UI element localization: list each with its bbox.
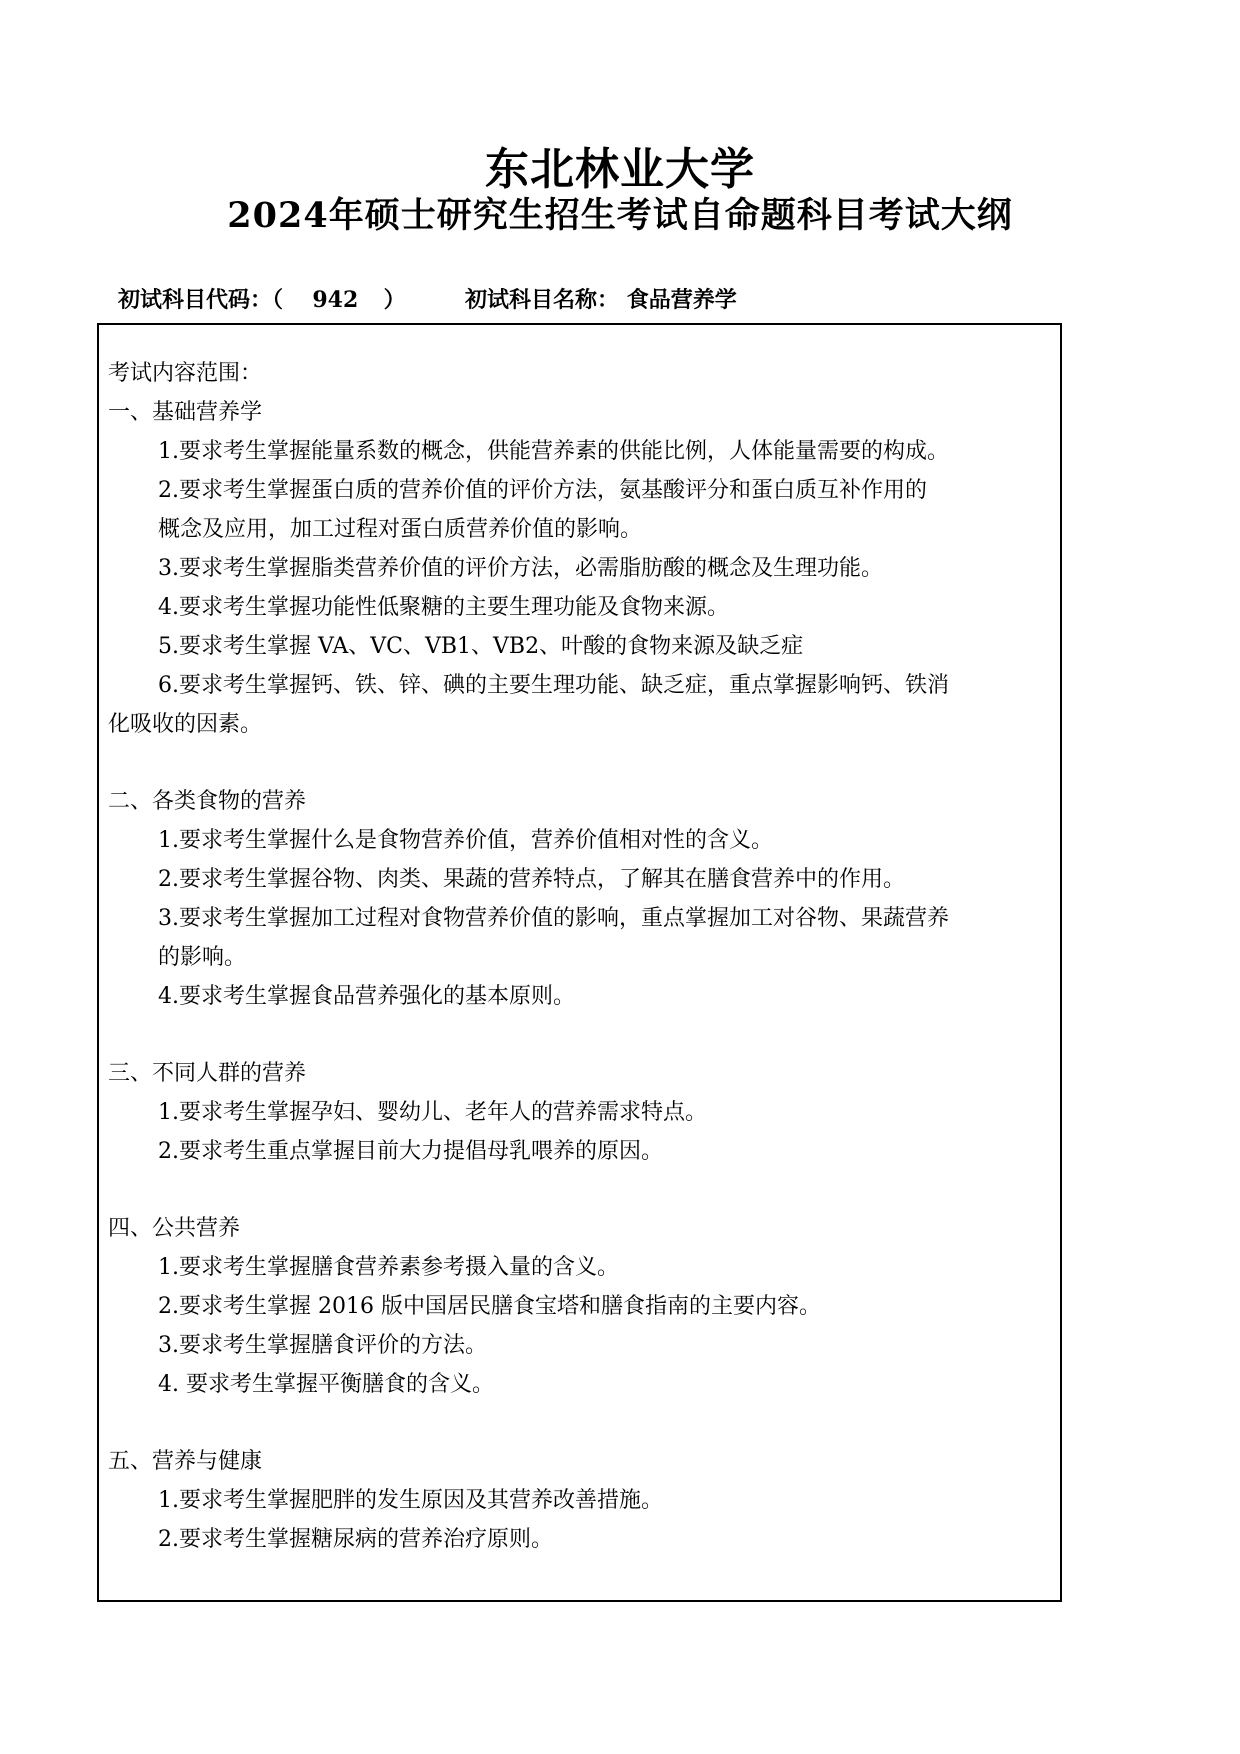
list-item: 3.要求考生掌握加工过程对食物营养价值的影响，重点掌握加工对谷物、果蔬营养 [158, 906, 949, 931]
section-public-nutrition [108, 1209, 1054, 1404]
list-item-continuation: 化吸收的因素。 [108, 712, 263, 737]
list-item: 2.要求考生重点掌握目前大力提倡母乳喂养的原因。 [158, 1139, 663, 1164]
subject-name: 食品营养学 [626, 287, 737, 313]
subject-code-close: ） [383, 287, 406, 313]
section-title: 三、不同人群的营养 [108, 1061, 307, 1086]
list-item: 3.要求考生掌握脂类营养价值的评价方法，必需脂肪酸的概念及生理功能。 [158, 556, 883, 581]
list-item: 6.要求考生掌握钙、铁、锌、碘的主要生理功能、缺乏症，重点掌握影响钙、铁消 [158, 673, 949, 698]
list-item: 3.要求考生掌握膳食评价的方法。 [158, 1333, 487, 1358]
section-title: 二、各类食物的营养 [108, 789, 307, 814]
list-item: 2.要求考生掌握蛋白质的营养价值的评价方法，氨基酸评分和蛋白质互补作用的 [158, 478, 927, 503]
list-item-continuation: 的影响。 [158, 945, 247, 970]
section-title: 五、营养与健康 [108, 1449, 263, 1474]
list-item: 1.要求考生掌握肥胖的发生原因及其营养改善措施。 [158, 1488, 663, 1513]
list-item: 4.要求考生掌握食品营养强化的基本原则。 [158, 984, 575, 1009]
list-item: 1.要求考生掌握什么是食物营养价值，营养价值相对性的含义。 [158, 828, 773, 853]
list-item: 2.要求考生掌握糖尿病的营养治疗原则。 [158, 1527, 553, 1552]
list-item: 4.要求考生掌握功能性低聚糖的主要生理功能及食物来源。 [158, 595, 729, 620]
section-nutrition-health [108, 1442, 1054, 1559]
list-item: 4. 要求考生掌握平衡膳食的含义。 [158, 1372, 494, 1397]
list-item: 5.要求考生掌握 VA、VC、VB1、VB2、叶酸的食物来源及缺乏症 [158, 634, 804, 659]
list-item: 1.要求考生掌握孕妇、婴幼儿、老年人的营养需求特点。 [158, 1100, 707, 1125]
subject-info-row [118, 286, 737, 314]
section-title: 四、公共营养 [108, 1216, 241, 1241]
university-name: 东北林业大学 [485, 144, 755, 195]
scope-label: 考试内容范围： [108, 361, 263, 386]
subject-code-label: 初试科目代码：（ [118, 287, 284, 313]
subject-code: 942 [312, 287, 359, 313]
section-food-nutrition [108, 782, 1054, 1016]
section-population-nutrition [108, 1054, 1054, 1171]
list-item: 1.要求考生掌握膳食营养素参考摄入量的含义。 [158, 1255, 619, 1280]
section-basic-nutrition [108, 393, 1054, 744]
list-item-continuation: 概念及应用，加工过程对蛋白质营养价值的影响。 [158, 517, 643, 542]
document-title: 2024年硕士研究生招生考试自命题科目考试大纲 [227, 195, 1013, 236]
list-item: 1.要求考生掌握能量系数的概念，供能营养素的供能比例，人体能量需要的构成。 [158, 439, 949, 464]
list-item: 2.要求考生掌握谷物、肉类、果蔬的营养特点，了解其在膳食营养中的作用。 [158, 867, 905, 892]
section-title: 一、基础营养学 [108, 400, 263, 425]
list-item: 2.要求考生掌握 2016 版中国居民膳食宝塔和膳食指南的主要内容。 [158, 1294, 821, 1319]
subject-name-label: 初试科目名称： [465, 287, 620, 313]
syllabus-content [108, 354, 1054, 1559]
